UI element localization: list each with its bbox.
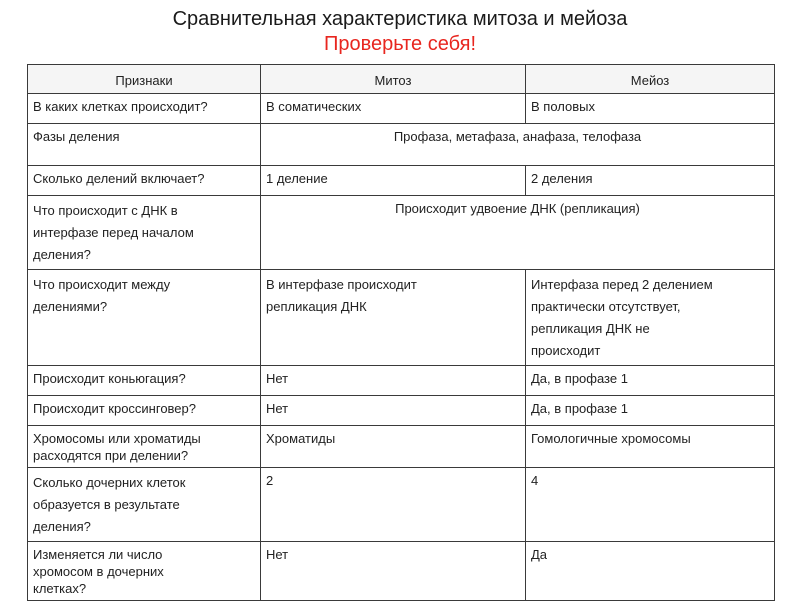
cell-meiosis: 4 bbox=[526, 468, 775, 542]
cell-mitosis: В интерфазе происходит репликация ДНК bbox=[261, 270, 526, 366]
cell-meiosis: Интерфаза перед 2 делением практически отсутствует, репликация ДНК не происходит bbox=[526, 270, 775, 366]
page-title: Сравнительная характеристика митоза и мейоза bbox=[172, 8, 628, 30]
table-header-row bbox=[28, 65, 775, 94]
table-row bbox=[28, 542, 775, 601]
cell-feature: Сколько дочерних клеток образуется в результате деления? bbox=[28, 468, 261, 542]
cell-feature: Что происходит между делениями? bbox=[28, 270, 261, 366]
table-row bbox=[28, 94, 775, 124]
cell-mitosis: Хроматиды bbox=[261, 426, 526, 468]
cell-feature: Фазы деления bbox=[28, 124, 261, 166]
header-meiosis: Мейоз bbox=[526, 65, 775, 94]
cell-mitosis: В соматических bbox=[261, 94, 526, 124]
table-header bbox=[28, 65, 775, 94]
cell-feature: Изменяется ли число хромосом в дочерних клетках? bbox=[28, 542, 261, 601]
cell-common: Профаза, метафаза, анафаза, телофаза bbox=[261, 124, 775, 166]
table-row bbox=[28, 124, 775, 166]
cell-meiosis: Гомологичные хромосомы bbox=[526, 426, 775, 468]
cell-meiosis: Да, в профазе 1 bbox=[526, 366, 775, 396]
cell-mitosis: Нет bbox=[261, 366, 526, 396]
table-row bbox=[28, 468, 775, 542]
cell-feature: Хромосомы или хроматиды расходятся при делении? bbox=[28, 426, 261, 468]
header-features: Признаки bbox=[28, 65, 261, 94]
cell-mitosis: 1 деление bbox=[261, 166, 526, 196]
cell-common: Происходит удвоение ДНК (репликация) bbox=[261, 196, 775, 270]
table-row bbox=[28, 270, 775, 366]
cell-feature: Происходит коньюгация? bbox=[28, 366, 261, 396]
cell-feature: Сколько делений включает? bbox=[28, 166, 261, 196]
table-row bbox=[28, 396, 775, 426]
cell-meiosis: Да, в профазе 1 bbox=[526, 396, 775, 426]
cell-mitosis: Нет bbox=[261, 396, 526, 426]
cell-meiosis: 2 деления bbox=[526, 166, 775, 196]
comparison-table bbox=[27, 64, 775, 601]
cell-feature: В каких клетках происходит? bbox=[28, 94, 261, 124]
cell-feature: Что происходит с ДНК в интерфазе перед началом деления? bbox=[28, 196, 261, 270]
cell-meiosis: В половых bbox=[526, 94, 775, 124]
page-subtitle: Проверьте себя! bbox=[323, 33, 477, 55]
cell-mitosis: 2 bbox=[261, 468, 526, 542]
cell-mitosis: Нет bbox=[261, 542, 526, 601]
header-mitosis: Митоз bbox=[261, 65, 526, 94]
table-row bbox=[28, 426, 775, 468]
table-row bbox=[28, 196, 775, 270]
table-body bbox=[28, 94, 775, 601]
cell-meiosis: Да bbox=[526, 542, 775, 601]
cell-feature: Происходит кроссинговер? bbox=[28, 396, 261, 426]
table-row bbox=[28, 366, 775, 396]
table-row bbox=[28, 166, 775, 196]
